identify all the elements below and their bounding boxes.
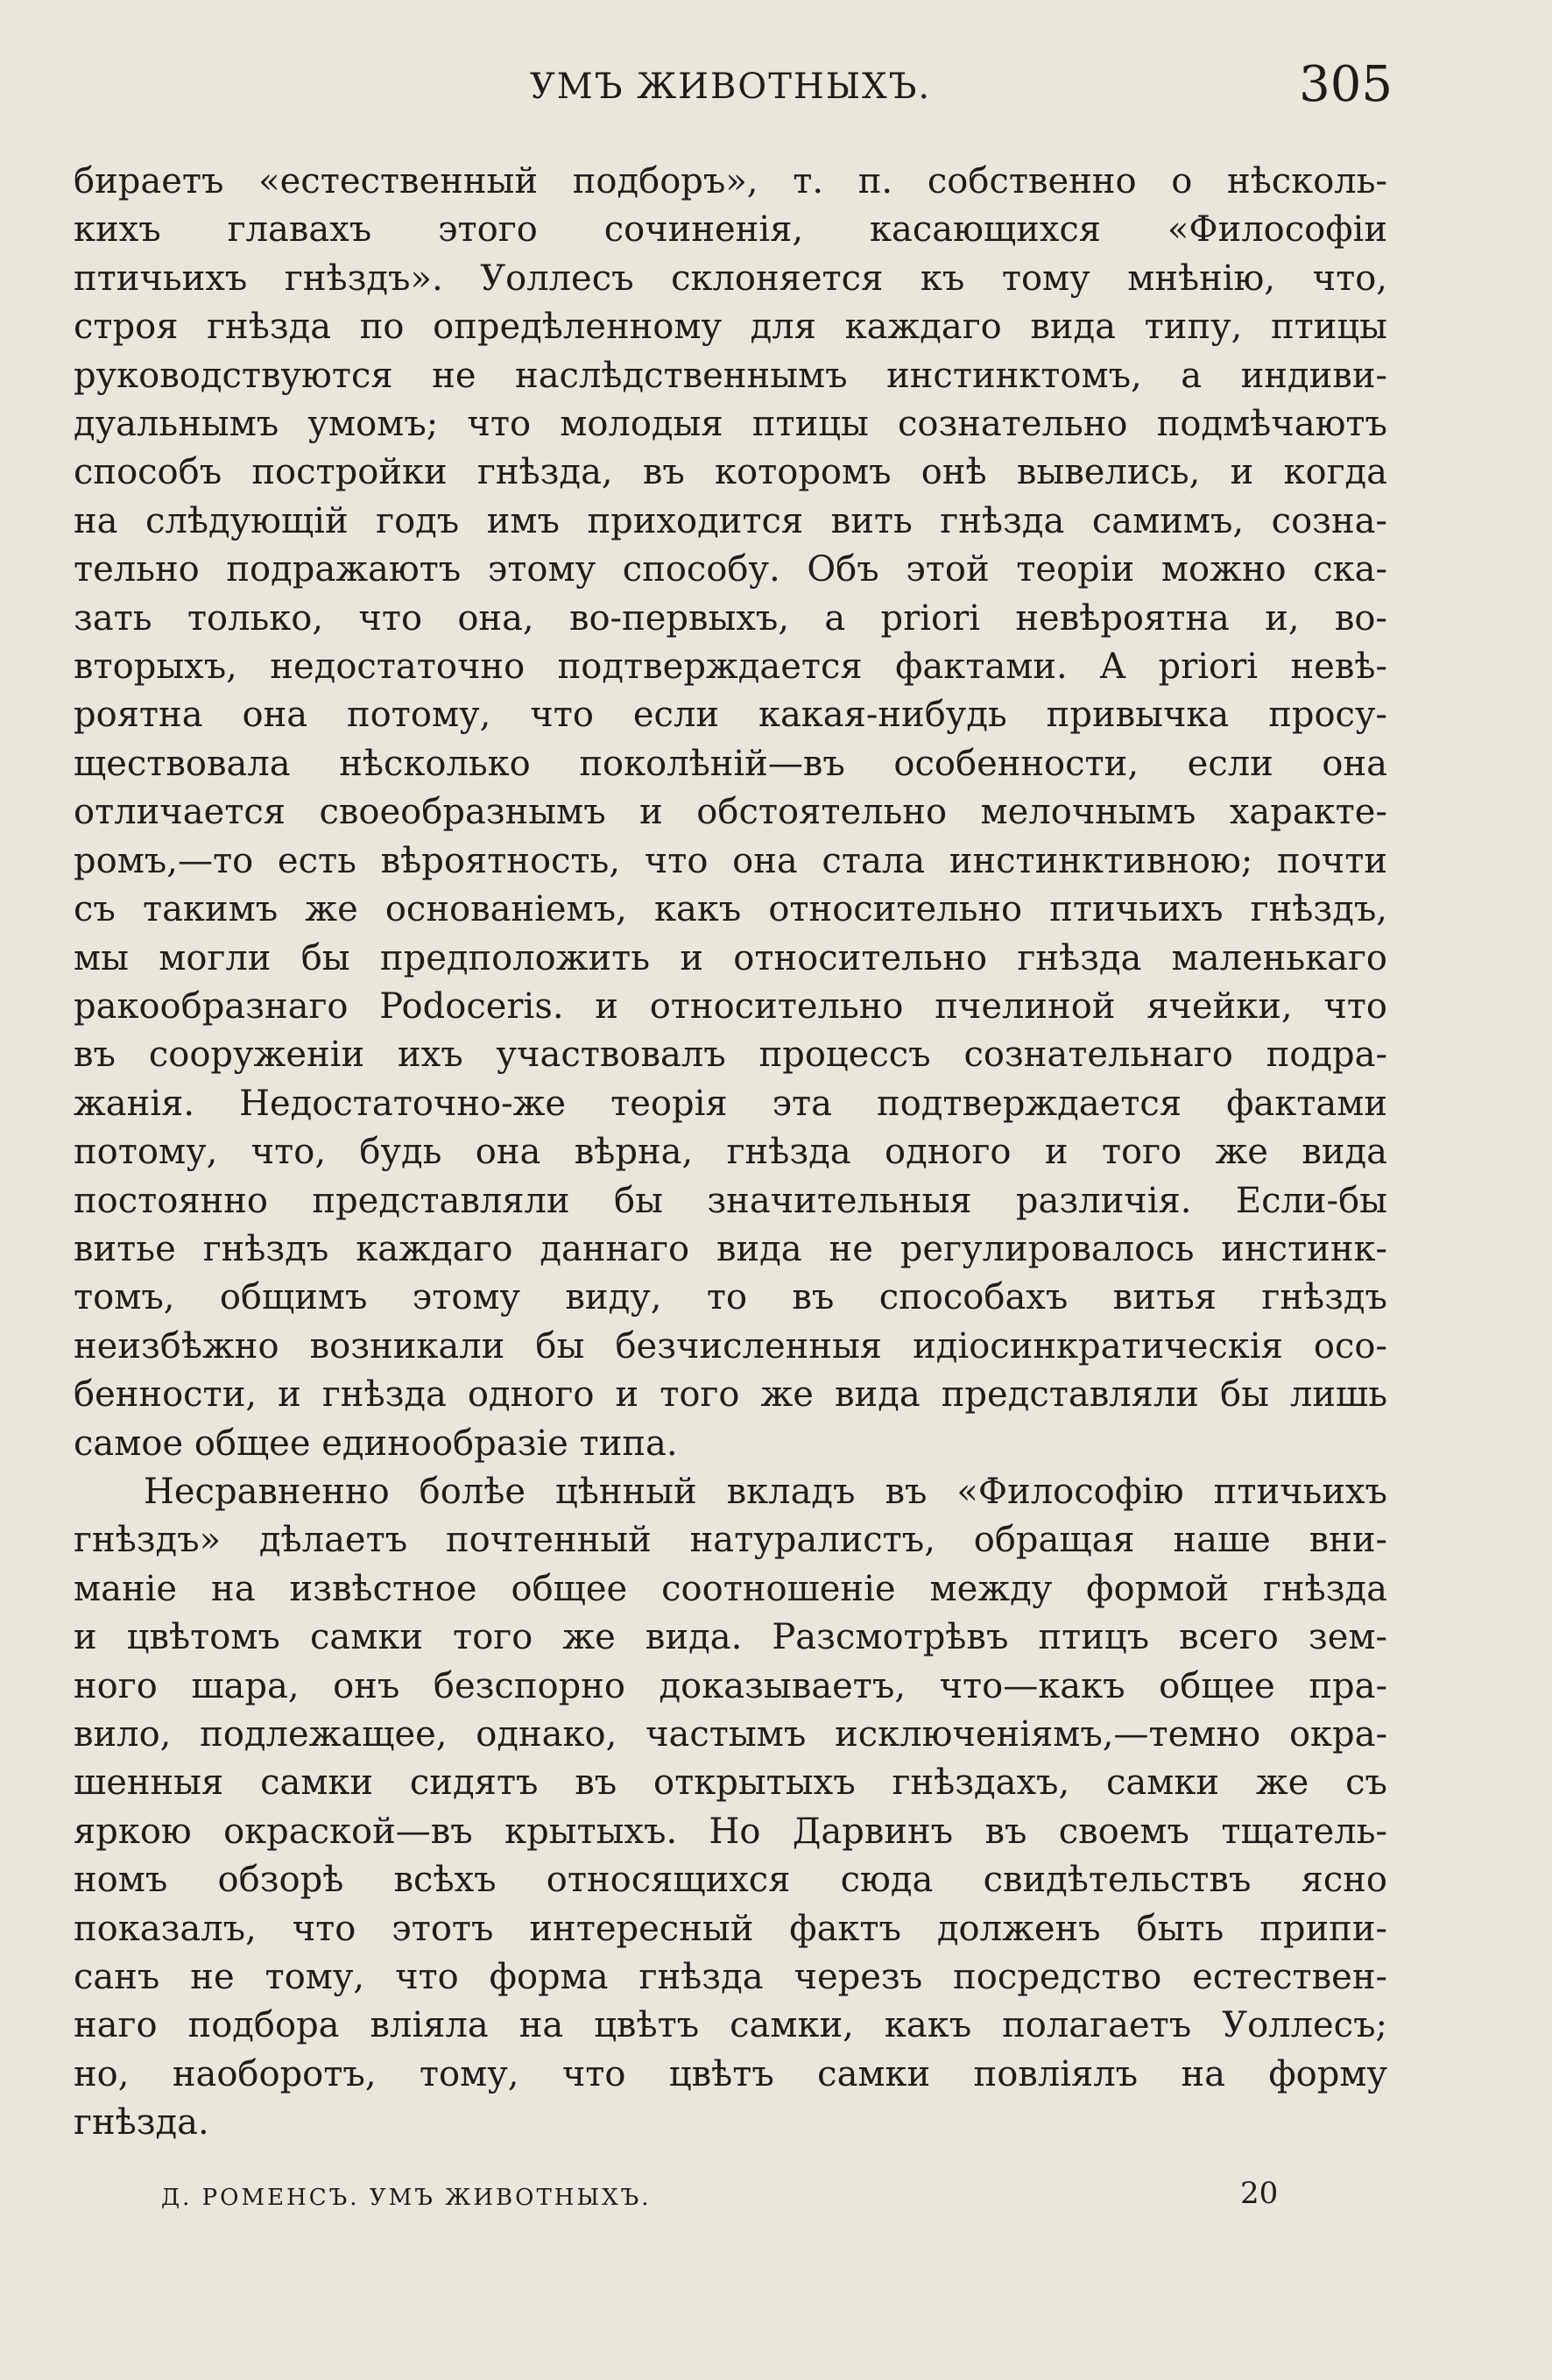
text-line: наго подбора вліяла на цвѣтъ самки, какъ полагаетъ Уоллесъ; <box>74 2005 1387 2046</box>
text-line: ного шара, онъ безспорно доказываетъ, что—какъ общее пра- <box>74 1665 1387 1706</box>
text-line: зать только, что она, во-первыхъ, a priori невѣроятна и, во- <box>74 597 1387 639</box>
text-line: вило, подлежащее, однако, частымъ исключеніямъ,—темно окра- <box>74 1714 1387 1755</box>
text-line: кихъ главахъ этого сочиненія, касающихся «Философіи <box>74 209 1387 251</box>
text-line: показалъ, что этотъ интересный фактъ долженъ быть припи- <box>74 1908 1387 1949</box>
text-line: тельно подражаютъ этому способу. Объ этой теоріи можно ска- <box>74 549 1387 590</box>
text-line: мы могли бы предположить и относительно гнѣзда маленькаго <box>74 937 1387 978</box>
page-number: 305 <box>1299 56 1393 113</box>
paragraph-1 <box>74 158 1387 1468</box>
text-line: санъ не тому, что форма гнѣзда черезъ посредство естествен- <box>74 1957 1387 1998</box>
page-footer <box>74 2172 1387 2225</box>
text-line: ромъ,—то есть вѣроятность, что она стала инстинктивною; почти <box>74 840 1387 881</box>
signature-line: Д. РОМЕНСЪ. УМЪ ЖИВОТНЫХЪ. <box>161 2185 652 2211</box>
running-head <box>74 54 1393 124</box>
text-line: маніе на извѣстное общее соотношеніе между формой гнѣзда <box>74 1568 1387 1609</box>
text-line: гнѣзда. <box>74 2102 209 2143</box>
text-line: бенности, и гнѣзда одного и того же вида представляли бы лишь <box>74 1374 1387 1416</box>
text-line: потому, что, будь она вѣрна, гнѣзда одного и того же вида <box>74 1132 1387 1173</box>
text-line: бираетъ «естественный подборъ», т. п. собственно о нѣсколь- <box>74 161 1387 201</box>
body-text <box>74 158 1387 2148</box>
text-line: строя гнѣзда по опредѣленному для каждаго вида типу, птицы <box>74 307 1387 348</box>
text-line: роятна она потому, что если какая-нибудь привычка просу- <box>74 695 1387 736</box>
running-title: УМЪ ЖИВОТНЫХЪ. <box>529 67 932 107</box>
text-line: но, наоборотъ, тому, что цвѣтъ самки повліялъ на форму <box>74 2053 1387 2094</box>
text-line: постоянно представляли бы значительныя различія. Если-бы <box>74 1180 1387 1221</box>
text-line: гнѣздъ» дѣлаетъ почтенный натуралистъ, обращая наше вни- <box>74 1520 1387 1561</box>
text-line: самое общее единообразіе типа. <box>74 1423 678 1464</box>
text-line: яркою окраской—въ крытыхъ. Но Дарвинъ въ своемъ тщатель- <box>74 1811 1387 1852</box>
sheet-number: 20 <box>1240 2176 1279 2211</box>
text-line: на слѣдующій годъ имъ приходится вить гнѣзда самимъ, созна- <box>74 500 1387 541</box>
text-line: жанія. Недостаточно-же теорія эта подтверждается фактами <box>74 1083 1387 1124</box>
text-line: неизбѣжно возникали бы безчисленныя идіосинкратическія осо- <box>74 1325 1387 1367</box>
paragraph-2 <box>74 1468 1387 2148</box>
text-line: Несравненно болѣе цѣнный вкладъ въ «Философію птичьихъ <box>144 1471 1387 1512</box>
text-line: вторыхъ, недостаточно подтверждается фактами. A priori невѣ- <box>74 646 1387 688</box>
text-line: и цвѣтомъ самки того же вида. Разсмотрѣвъ птицъ всего зем- <box>74 1617 1387 1658</box>
text-line: шенныя самки сидятъ въ открытыхъ гнѣздахъ, самки же съ <box>74 1762 1387 1804</box>
text-line: витье гнѣздъ каждаго даннаго вида не регулировалось инстинк- <box>74 1228 1387 1269</box>
text-line: томъ, общимъ этому виду, то въ способахъ витья гнѣздъ <box>74 1277 1387 1318</box>
text-line: номъ обзорѣ всѣхъ относящихся сюда свидѣтельствъ ясно <box>74 1860 1387 1901</box>
text-line: ществовала нѣсколько поколѣній—въ особенности, если она <box>74 743 1387 784</box>
text-line: способъ постройки гнѣзда, въ которомъ онѣ вывелись, и когда <box>74 452 1387 493</box>
text-line: ракообразнаго Podoceris. и относительно пчелиной ячейки, что <box>74 985 1387 1027</box>
text-line: птичьихъ гнѣздъ». Уоллесъ склоняется къ тому мнѣнію, что, <box>74 258 1387 299</box>
text-line: съ такимъ же основаніемъ, какъ относительно птичьихъ гнѣздъ, <box>74 889 1387 930</box>
text-line: руководствуются не наслѣдственнымъ инстинктомъ, а индиви- <box>74 355 1387 396</box>
text-line: отличается своеобразнымъ и обстоятельно мелочнымъ характе- <box>74 792 1387 833</box>
text-line: въ сооруженіи ихъ участвовалъ процессъ сознательнаго подра- <box>74 1035 1387 1076</box>
text-line: дуальнымъ умомъ; что молодыя птицы сознательно подмѣчаютъ <box>74 404 1387 445</box>
